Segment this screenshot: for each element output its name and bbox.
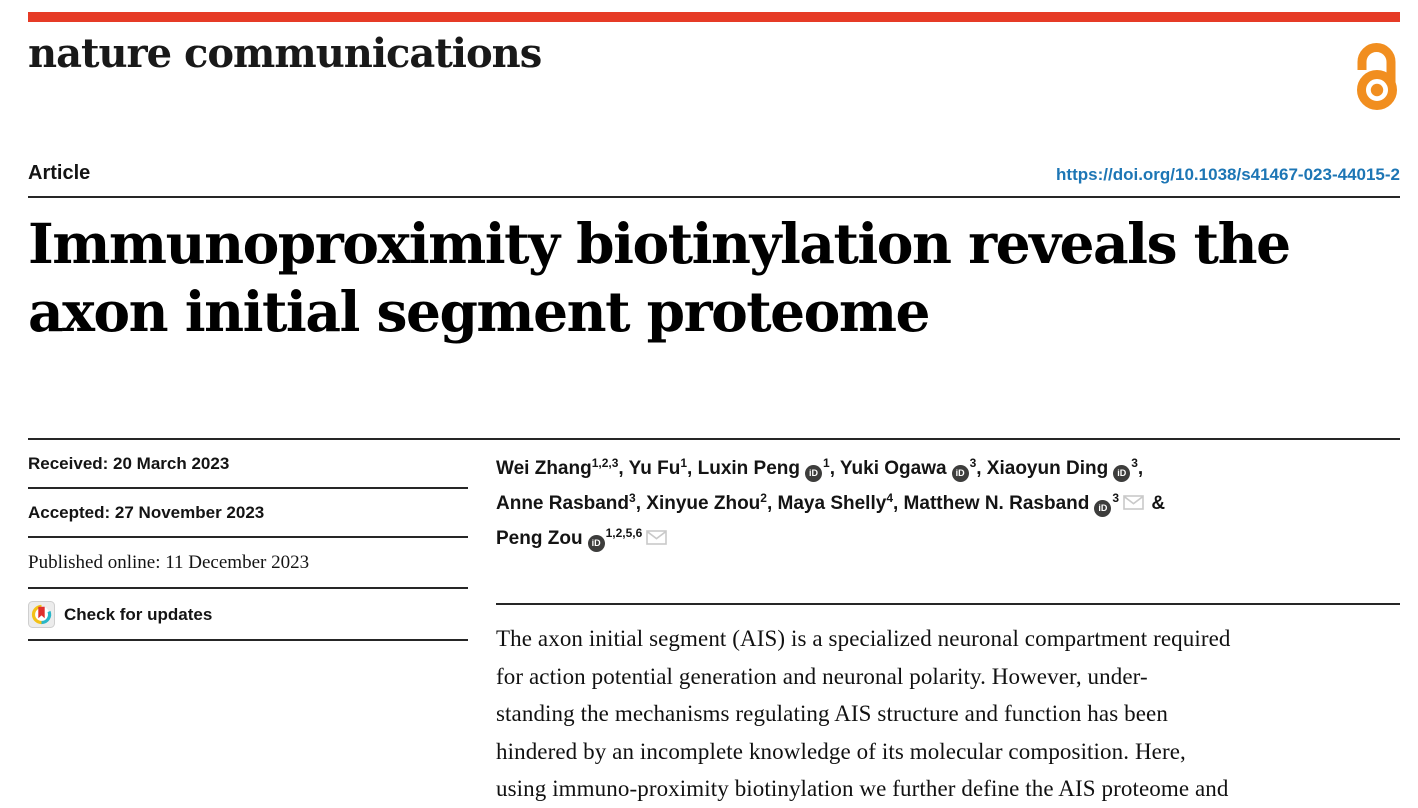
affiliation-superscript: 3 — [629, 491, 636, 505]
divider-abstract — [496, 603, 1400, 605]
title-line-1: Immunoproximity biotinylation reveals the — [28, 211, 1290, 276]
abstract-line: standing the mechanisms regulating AIS structure and function has been — [496, 701, 1168, 726]
affiliation-superscript: 3 — [1112, 491, 1120, 505]
author-name-text: , Maya Shelly — [766, 493, 887, 514]
divider-top — [28, 196, 1400, 198]
author-name-text: Anne Rasband — [496, 493, 630, 514]
author-block — [496, 452, 1400, 557]
email-icon[interactable] — [646, 523, 667, 556]
orcid-icon[interactable]: iD — [1094, 500, 1111, 517]
orcid-icon[interactable]: iD — [1113, 465, 1130, 482]
doi-link[interactable]: https://doi.org/10.1038/s41467-023-44015-2 — [1056, 165, 1400, 184]
affiliation-superscript: 1,2,3 — [591, 456, 619, 470]
check-for-updates-button[interactable] — [28, 589, 468, 641]
article-type-label: Article — [28, 162, 91, 184]
content-columns — [28, 440, 1400, 808]
author-name-text: , Xiaoyun Ding — [976, 458, 1109, 479]
check-for-updates-label: Check for updates — [64, 604, 213, 624]
article-meta-row — [28, 162, 1400, 185]
author-name-text: , — [1137, 458, 1144, 479]
abstract-line: hindered by an incomplete knowledge of its molecular composition. Here, — [496, 738, 1186, 764]
abstract — [496, 620, 1400, 808]
orcid-icon[interactable]: iD — [588, 535, 605, 552]
author-name-text: & — [1146, 493, 1166, 514]
author-name-text: , Yuki Ogawa — [829, 458, 947, 479]
author-line — [496, 452, 1400, 487]
accepted-date: Accepted: 27 November 2023 — [28, 489, 468, 538]
affiliation-superscript: 4 — [886, 491, 893, 505]
author-name-text: , Yu Fu — [618, 458, 681, 479]
affiliation-superscript: 2 — [760, 491, 767, 505]
abstract-line: using immuno-proximity biotinylation we further define the AIS proteome and — [496, 776, 1229, 801]
published-date: Published online: 11 December 2023 — [28, 538, 468, 589]
author-name-text: Wei Zhang — [496, 458, 592, 479]
affiliation-superscript: 1 — [680, 456, 688, 470]
journal-logo: nature communications — [28, 30, 542, 77]
affiliation-superscript: 1 — [823, 456, 830, 470]
history-sidebar — [28, 440, 468, 808]
crossmark-icon — [28, 601, 55, 628]
author-name-text: Peng Zou — [496, 528, 583, 549]
received-date: Received: 20 March 2023 — [28, 440, 468, 489]
abstract-line: The axon initial segment (AIS) is a specialized neuronal compartment required — [496, 626, 1231, 651]
orcid-icon[interactable]: iD — [805, 465, 822, 482]
page-title — [28, 210, 1400, 346]
title-line-2: axon initial segment proteome — [28, 279, 930, 344]
masthead — [28, 30, 1400, 100]
author-name-text: , Xinyue Zhou — [635, 493, 761, 514]
article-main — [496, 440, 1400, 808]
author-name-text: , Luxin Peng — [687, 458, 800, 479]
email-icon[interactable] — [1123, 488, 1144, 521]
author-name-text: , Matthew N. Rasband — [893, 493, 1090, 514]
author-line — [496, 522, 1400, 557]
abstract-line: for action potential generation and neuronal polarity. However, under- — [496, 663, 1148, 689]
orcid-icon[interactable]: iD — [952, 465, 969, 482]
journal-brand-bar — [28, 12, 1400, 22]
author-line — [496, 487, 1400, 522]
affiliation-superscript: 3 — [1131, 456, 1138, 470]
affiliation-superscript: 3 — [969, 456, 977, 470]
open-access-icon — [1350, 38, 1404, 112]
affiliation-superscript: 1,2,5,6 — [605, 526, 643, 540]
